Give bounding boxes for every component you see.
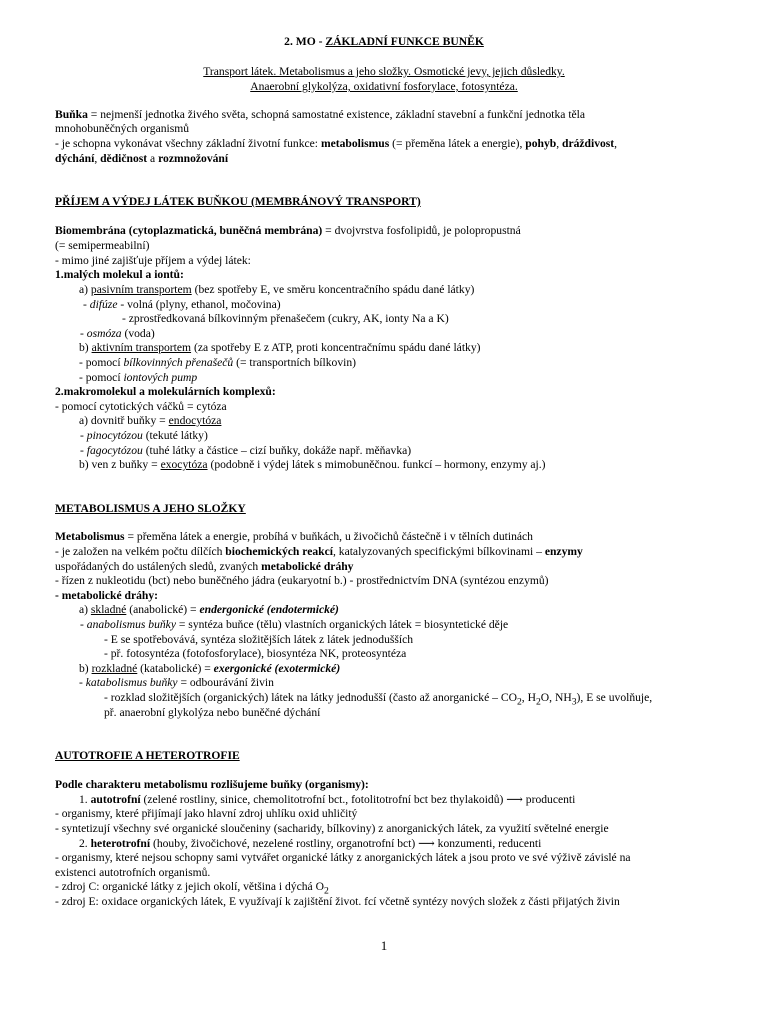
metabolism-line-11: - katabolismus buňky = odbourávání živin xyxy=(79,676,274,689)
subtitle-line-2: Anaerobní glykolýza, oxidativní fosforylace, fotosyntéza. xyxy=(250,80,518,93)
transport-line-17: b) ven z buňky = exocytóza (podobně i výdej látek s mimobuněčnou. funkcí – hormony, enzymy aj.) xyxy=(79,458,546,471)
transport-line-16: - fagocytózou (tuhé látky a částice – cizí buňky, dokáže např. měňavka) xyxy=(80,444,412,457)
transport-line-1: Biomembrána (cytoplazmatická, buněčná membrána) = dvojvrstva fosfolipidů, je polopropustná xyxy=(55,224,521,237)
metabolism-line-10: b) rozkladné (katabolické) = exergonické (exotermické) xyxy=(79,662,341,675)
autotrophy-line-1: Podle charakteru metabolismu rozlišujeme buňky (organismy): xyxy=(55,778,369,791)
autotrophy-line-4: - syntetizují všechny své organické sloučeniny (sacharidy, bílkoviny) z anorganických látek, za využití světelné energie xyxy=(55,822,609,835)
section-heading-metabolism: METABOLISMUS A JEHO SLOŽKY xyxy=(55,502,246,515)
metabolism-line-7: - anabolismus buňky = syntéza buňce (tělu) vlastních organických látek = biosyntetické děje xyxy=(80,618,509,631)
transport-line-13: - pomocí cytotických váčků = cytóza xyxy=(55,400,227,413)
metabolism-line-12: - rozklad složitějších (organických) látek na látky jednodušší (často až anorganické – $CO_2$, $H_2O$, $NH_3$), E se uvolňuje, xyxy=(104,691,653,708)
metabolism-line-9: - př. fotosyntéza (fotofosforylace), biosyntéza NK, proteosyntéza xyxy=(104,647,407,660)
metabolism-line-13: př. anaerobní glykolýza nebo buněčné dýchání xyxy=(104,706,321,719)
autotrophy-line-6: - organismy, které nejsou schopny sami vytvářet organické látky z anorganických látek a jsou proto ve své výživě závislé na xyxy=(55,851,631,864)
transport-line-11: - pomocí iontových pump xyxy=(79,371,198,384)
autotrophy-line-7: existenci autotrofních organismů. xyxy=(55,866,211,879)
transport-line-12: 2.makromolekul a molekulárních komplexů: xyxy=(55,385,276,398)
metabolism-line-3: uspořádaných do ustálených sledů, zvaných metabolické dráhy xyxy=(55,560,354,573)
transport-line-10: - pomocí bílkovinných přenašečů (= transportních bílkovin) xyxy=(79,356,356,369)
intro-line-2: mnohobuněčných organismů xyxy=(55,122,190,135)
transport-line-4: 1.malých molekul a iontů: xyxy=(55,268,184,281)
transport-line-6: - difúze - volná (plyny, ethanol, močovina) xyxy=(83,298,281,311)
section-heading-transport: PŘÍJEM A VÝDEJ LÁTEK BUŇKOU (MEMBRÁNOVÝ TRANSPORT) xyxy=(55,195,421,208)
intro-line-3: - je schopna vykonávat všechny základní životní funkce: metabolismus (= přeměna látek a energie), pohyb, dráždivost, xyxy=(55,137,618,150)
transport-line-5: a) pasivním transportem (bez spotřeby E, ve směru koncentračního spádu dané látky) xyxy=(79,283,475,296)
autotrophy-line-9: - zdroj E: oxidace organických látek, E využívají k zajištění život. fcí včetně syntézy nových složek z části přijatých živin xyxy=(55,895,620,908)
metabolism-line-6: a) skladné (anabolické) = endergonické (endotermické) xyxy=(79,603,339,616)
metabolism-line-5: - metabolické dráhy: xyxy=(55,589,159,602)
transport-line-7: - zprostředkovaná bílkovinným přenašečem (cukry, AK, ionty Na a K) xyxy=(122,312,449,325)
transport-line-2: (= semipermeabilní) xyxy=(55,239,150,252)
metabolism-line-2: - je založen na velkém počtu dílčích biochemických reakcí, katalyzovaných specifickými bílkovinami – enzymy xyxy=(55,545,583,558)
transport-line-9: b) aktivním transportem (za spotřeby E z ATP, proti koncentračnímu spádu dané látky) xyxy=(79,341,481,354)
transport-line-14: a) dovnitř buňky = endocytóza xyxy=(79,414,222,427)
autotrophy-line-5: 2. heterotrofní (houby, živočichové, nezelené rostliny, organotrofní bct) ⟶ konzumenti, reducenti xyxy=(79,837,542,850)
autotrophy-line-8: - zdroj C: organické látky z jejich okolí, většina i dýchá $O_2$ xyxy=(55,880,329,897)
metabolism-line-1: Metabolismus = přeměna látek a energie, probíhá v buňkách, u živočichů částečně i v tělních dutinách xyxy=(55,530,533,543)
metabolism-line-8: - E se spotřebovává, syntéza složitějších látek z látek jednodušších xyxy=(104,633,414,646)
transport-line-3: - mimo jiné zajišťuje příjem a výdej látek: xyxy=(55,254,251,267)
page-number: 1 xyxy=(380,938,388,953)
subtitle-line-1: Transport látek. Metabolismus a jeho složky. Osmotické jevy, jejich důsledky. xyxy=(203,65,565,78)
intro-line-1: Buňka = nejmenší jednotka živého světa, schopná samostatné existence, základní stavební a funkční jednotka těla xyxy=(55,108,586,121)
page-title: 2. MO - ZÁKLADNÍ FUNKCE BUNĚK xyxy=(284,35,484,48)
metabolism-line-4: - řízen z nukleotidu (bct) nebo buněčného jádra (eukaryotní b.) - prostřednictvím DNA (syntézou enzymů) xyxy=(55,574,549,587)
section-heading-autotrophy: AUTOTROFIE A HETEROTROFIE xyxy=(55,749,240,762)
transport-line-8: - osmóza (voda) xyxy=(80,327,155,340)
intro-line-4: dýchání, dědičnost a rozmnožování xyxy=(55,152,229,165)
autotrophy-line-2: 1. autotrofní (zelené rostliny, sinice, chemolitotrofní bct., fotolitotrofní bct bez thylakoidů) ⟶ producenti xyxy=(79,793,576,806)
transport-line-15: - pinocytózou (tekuté látky) xyxy=(80,429,208,442)
autotrophy-line-3: - organismy, které přijímají jako hlavní zdroj uhlíku oxid uhličitý xyxy=(55,807,358,820)
